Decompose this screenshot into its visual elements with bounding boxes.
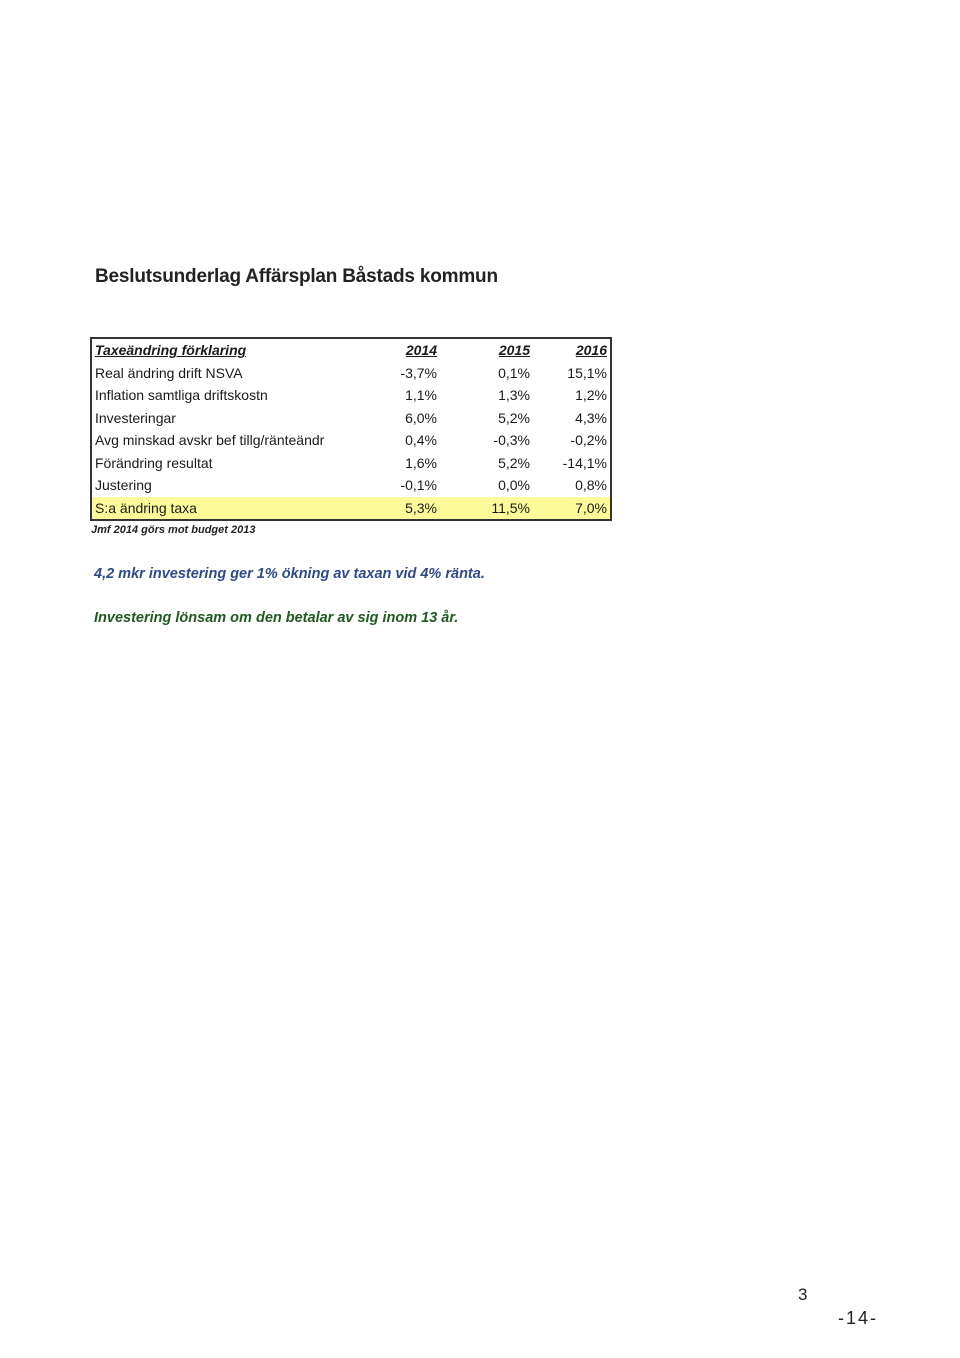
table-row [92, 407, 610, 430]
table-total-row [92, 497, 610, 520]
table-row [92, 474, 610, 497]
budget-note: Jmf 2014 görs mot budget 2013 [91, 524, 256, 536]
cell-2014: 1,6% [405, 454, 437, 471]
cell-2014: -3,7% [400, 364, 437, 381]
cell-2015: 0,1% [498, 364, 530, 381]
row-label: Justering [95, 477, 152, 494]
cell-2014: -0,1% [400, 477, 437, 494]
cell-2015: 5,2% [498, 454, 530, 471]
table-header-row [92, 339, 610, 362]
header-year-2015: 2015 [498, 342, 530, 359]
table-row [92, 429, 610, 452]
header-year-2014: 2014 [405, 342, 437, 359]
cell-2014: 0,4% [405, 432, 437, 449]
table-row [92, 452, 610, 475]
row-label: Inflation samtliga driftskostn [95, 387, 268, 404]
cell-2016: 1,2% [575, 387, 607, 404]
total-2015: 11,5% [440, 497, 533, 520]
total-2016: 7,0% [533, 497, 610, 520]
cell-2016: 4,3% [575, 409, 607, 426]
cell-2014: 6,0% [405, 409, 437, 426]
investment-statement: 4,2 mkr investering ger 1% ökning av taxan vid 4% ränta. [94, 566, 485, 582]
profitability-statement: Investering lönsam om den betalar av sig inom 13 år. [94, 610, 459, 626]
cell-2015: 0,0% [498, 477, 530, 494]
cell-2014: 1,1% [405, 387, 437, 404]
table-row [92, 362, 610, 385]
table-row [92, 384, 610, 407]
total-label: S:a ändring taxa [92, 497, 354, 520]
page-title: Beslutsunderlag Affärsplan Båstads kommun [95, 266, 498, 287]
header-label: Taxeändring förklaring [95, 342, 247, 359]
header-year-2016: 2016 [575, 342, 607, 359]
cell-2016: -0,2% [570, 432, 607, 449]
cell-2015: 5,2% [498, 409, 530, 426]
page-stamp: -14- [838, 1308, 879, 1328]
row-label: Investeringar [95, 409, 176, 426]
total-2014: 5,3% [354, 497, 440, 520]
cell-2015: 1,3% [498, 387, 530, 404]
tax-change-table [90, 337, 612, 521]
row-label: Förändring resultat [95, 454, 213, 471]
cell-2015: -0,3% [493, 432, 530, 449]
page-number: 3 [798, 1285, 808, 1304]
cell-2016: 0,8% [575, 477, 607, 494]
cell-2016: 15,1% [567, 364, 607, 381]
cell-2016: -14,1% [562, 454, 607, 471]
row-label: Avg minskad avskr bef tillg/ränteändr [95, 432, 325, 449]
row-label: Real ändring drift NSVA [95, 364, 243, 381]
